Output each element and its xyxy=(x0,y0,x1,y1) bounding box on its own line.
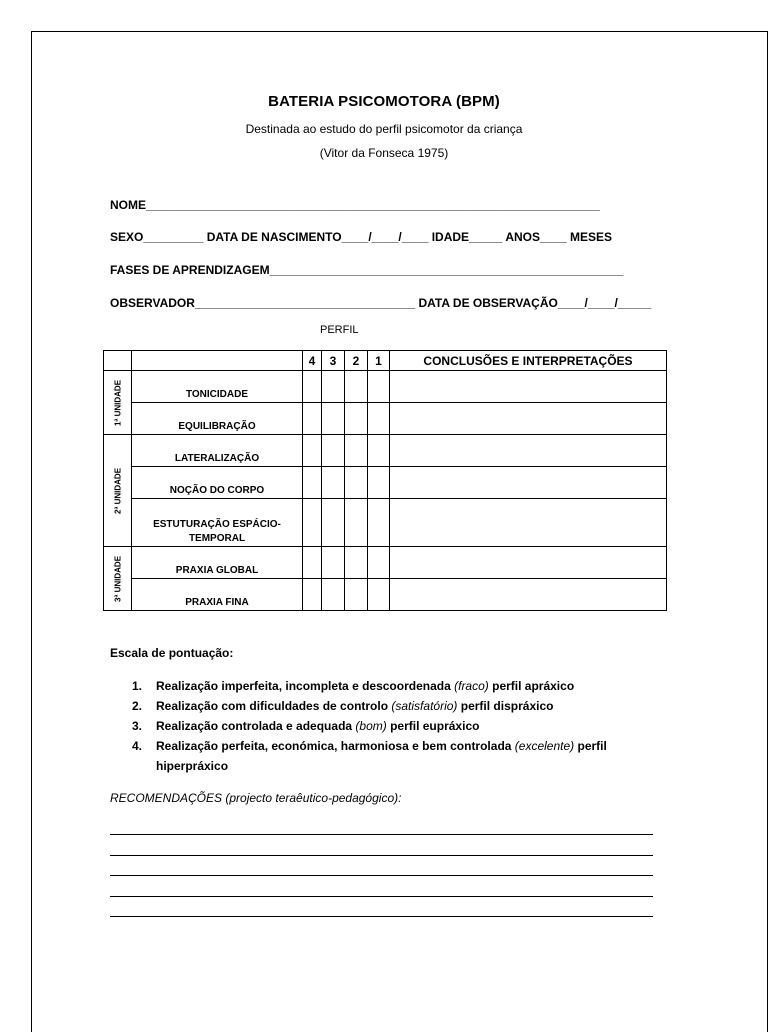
conclusion-cell[interactable] xyxy=(390,579,667,611)
scale-item-text: Realização controlada e adequada xyxy=(156,719,356,733)
item-label: NOÇÃO DO CORPO xyxy=(132,467,303,499)
scale-title: Escala de pontuação: xyxy=(110,646,234,660)
recommendation-line[interactable] xyxy=(110,875,653,876)
score-cell[interactable] xyxy=(345,499,368,547)
conclusion-cell[interactable] xyxy=(390,403,667,435)
recommendation-line[interactable] xyxy=(110,916,653,917)
scale-item-number: 2. xyxy=(132,699,143,713)
score-cell[interactable] xyxy=(345,435,368,467)
unit-label: 3ª UNIDADE xyxy=(113,555,122,602)
score-cell[interactable] xyxy=(322,547,345,579)
scale-item-rating: (bom) xyxy=(355,719,387,733)
score-cell[interactable] xyxy=(303,579,322,611)
unit-3-cell xyxy=(104,547,132,611)
score-cell[interactable] xyxy=(322,579,345,611)
recommendation-line[interactable] xyxy=(110,896,653,897)
score-cell[interactable] xyxy=(368,435,390,467)
score-cell[interactable] xyxy=(368,403,390,435)
scale-item-number: 4. xyxy=(132,739,143,753)
score-header: 1 xyxy=(368,351,390,371)
field-sexo-nascimento: SEXO_________ DATA DE NASCIMENTO____/____/____ IDADE_____ ANOS____ MESES xyxy=(110,230,613,244)
score-cell[interactable] xyxy=(345,547,368,579)
scale-item-number: 1. xyxy=(132,679,143,693)
score-cell[interactable] xyxy=(303,467,322,499)
item-label: LATERALIZAÇÃO xyxy=(132,435,303,467)
score-cell[interactable] xyxy=(322,403,345,435)
field-fases: FASES DE APRENDIZAGEM_____________________________________________________ xyxy=(110,263,624,277)
scale-item-rating: (fraco) xyxy=(454,679,489,693)
score-cell[interactable] xyxy=(368,579,390,611)
item-label: EQUILIBRAÇÃO xyxy=(132,403,303,435)
scale-item-number: 3. xyxy=(132,719,143,733)
scale-item-rating: (satisfatório) xyxy=(391,699,458,713)
scale-item xyxy=(110,716,630,736)
score-header: 4 xyxy=(303,351,322,371)
field-observador: OBSERVADOR_________________________________ DATA DE OBSERVAÇÃO____/____/_____ xyxy=(110,296,652,310)
scale-item-profile: perfil eupráxico xyxy=(386,719,480,733)
score-cell[interactable] xyxy=(303,371,322,403)
conclusion-cell[interactable] xyxy=(390,371,667,403)
scale-item-text: Realização com dificuldades de controlo xyxy=(156,699,392,713)
score-header: 2 xyxy=(345,351,368,371)
score-cell[interactable] xyxy=(345,371,368,403)
author-citation: (Vitor da Fonseca 1975) xyxy=(319,146,449,160)
scale-list xyxy=(110,676,630,776)
score-cell[interactable] xyxy=(368,371,390,403)
conclusions-header: CONCLUSÕES E INTERPRETAÇÕES xyxy=(390,351,667,371)
field-nome: NOME____________________________________________________________________ xyxy=(110,198,600,212)
recommendation-line[interactable] xyxy=(110,834,653,835)
item-label: ESTUTURAÇÃO ESPÁCIO-TEMPORAL xyxy=(132,499,303,547)
score-cell[interactable] xyxy=(303,547,322,579)
score-cell[interactable] xyxy=(322,467,345,499)
scale-item-profile: perfil apráxico xyxy=(488,679,575,693)
profile-table xyxy=(103,350,667,611)
page-title: BATERIA PSICOMOTORA (BPM) xyxy=(268,93,500,110)
score-cell[interactable] xyxy=(345,579,368,611)
unit-label: 1ª UNIDADE xyxy=(113,379,122,426)
item-label: TONICIDADE xyxy=(132,371,303,403)
score-cell[interactable] xyxy=(322,499,345,547)
header-blank xyxy=(132,351,303,371)
header-blank xyxy=(104,351,132,371)
scale-item xyxy=(110,696,630,716)
page-subtitle: Destinada ao estudo do perfil psicomotor da criança xyxy=(245,122,523,136)
score-header: 3 xyxy=(322,351,345,371)
unit-2-cell xyxy=(104,435,132,547)
scale-item-profile: perfil hiperpráxico xyxy=(156,739,607,773)
scale-item-profile: perfil dispráxico xyxy=(457,699,554,713)
score-cell[interactable] xyxy=(368,547,390,579)
perfil-label: PERFIL xyxy=(320,324,359,336)
conclusion-cell[interactable] xyxy=(390,435,667,467)
score-cell[interactable] xyxy=(345,467,368,499)
scale-item-rating: (excelente) xyxy=(514,739,575,753)
score-cell[interactable] xyxy=(303,435,322,467)
recommendations-label: RECOMENDAÇÕES (projecto teraêutico-pedagógico): xyxy=(110,791,402,805)
score-cell[interactable] xyxy=(322,435,345,467)
recommendation-line[interactable] xyxy=(110,855,653,856)
score-cell[interactable] xyxy=(368,499,390,547)
score-cell[interactable] xyxy=(303,403,322,435)
score-cell[interactable] xyxy=(303,499,322,547)
item-label: PRAXIA GLOBAL xyxy=(132,547,303,579)
conclusion-cell[interactable] xyxy=(390,467,667,499)
scale-item xyxy=(110,676,630,696)
unit-1-cell xyxy=(104,371,132,435)
conclusion-cell[interactable] xyxy=(390,547,667,579)
scale-item-text: Realização perfeita, económica, harmoniosa e bem controlada xyxy=(156,739,515,753)
score-cell[interactable] xyxy=(368,467,390,499)
scale-item-text: Realização imperfeita, incompleta e descoordenada xyxy=(156,679,455,693)
item-label: PRAXIA FINA xyxy=(132,579,303,611)
score-cell[interactable] xyxy=(322,371,345,403)
scale-item xyxy=(110,736,630,776)
conclusion-cell[interactable] xyxy=(390,499,667,547)
unit-label: 2ª UNIDADE xyxy=(113,467,122,514)
score-cell[interactable] xyxy=(345,403,368,435)
